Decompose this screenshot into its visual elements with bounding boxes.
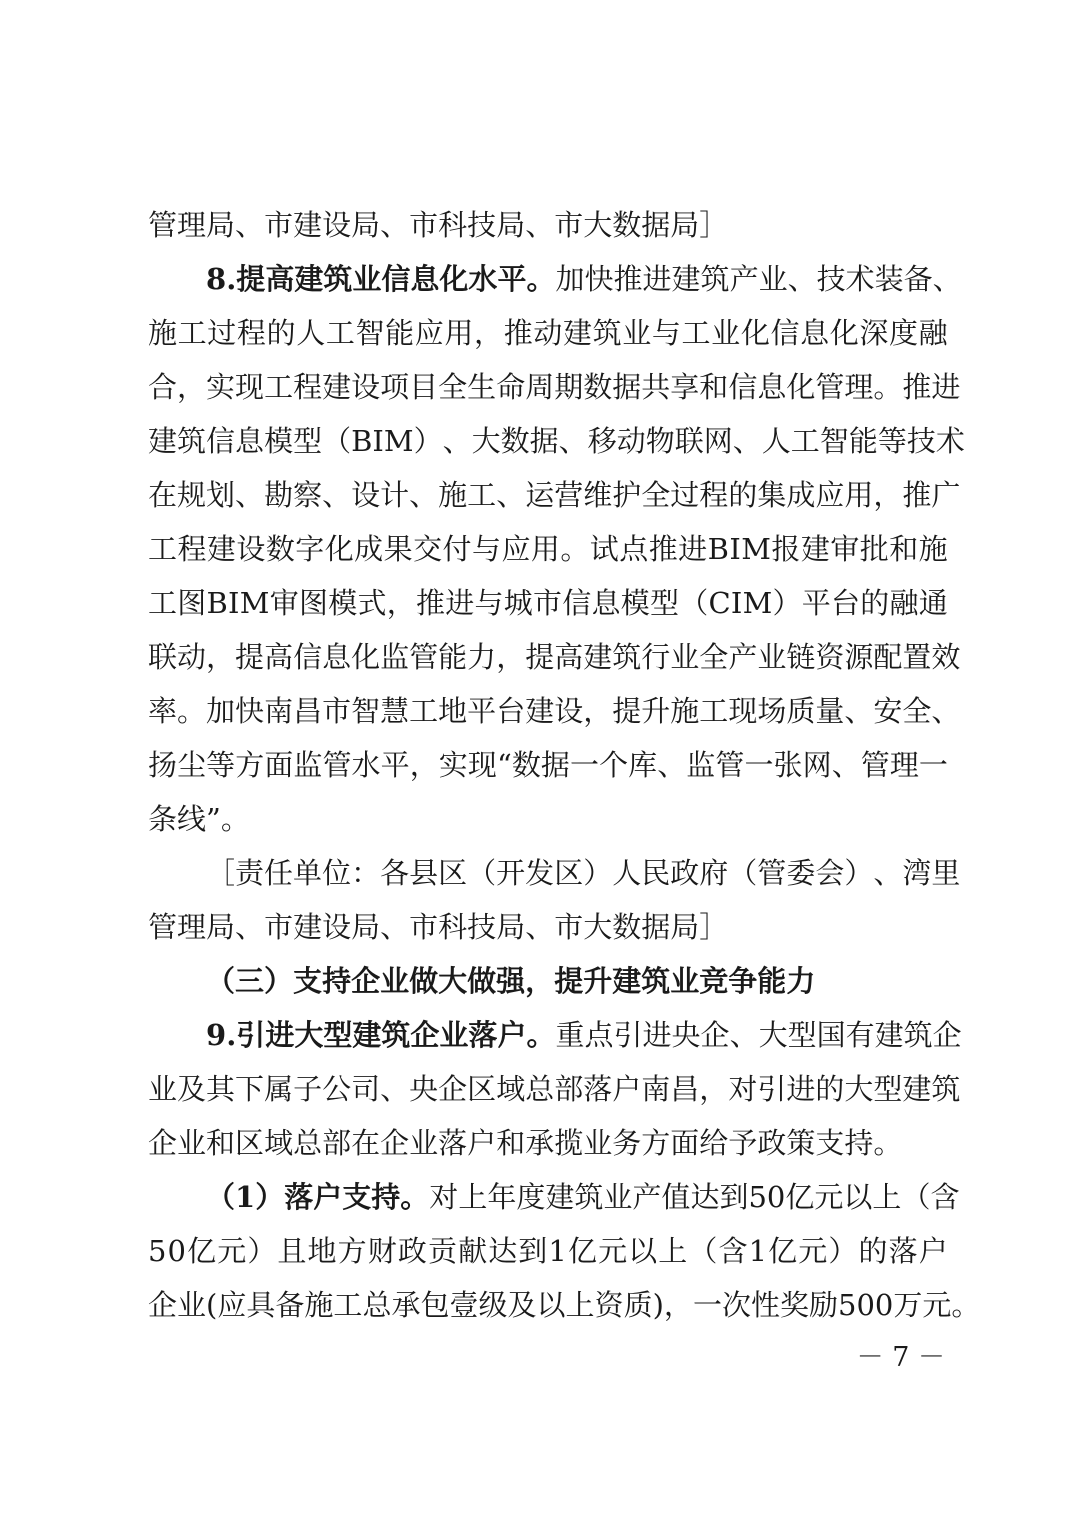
text-line: 工 图 B I M 审 图 模 式 ， 推 进 与 城 市 信 息 模 型 （ C I M ） 平 台 的 融 通 xyxy=(148,586,948,620)
text-line: ［ 责 任 单 位 ： 各 县 区 （ 开 发 区 ） 人 民 政 府 （ 管 委 会 ） 、 湾 里 xyxy=(206,856,961,890)
text-line: （ 1 ） 落 户 支 持 。 对 上 年 度 建 筑 业 产 值 达 到 5 0 亿 元 以 上 （ 含 xyxy=(206,1180,960,1214)
text-line: 扬 尘 等 方 面 监 管 水 平 ， 实 现 “ 数 据 一 个 库 、 监 管 一 张 网 、 管 理 一 xyxy=(148,748,948,782)
text-line: 工 程 建 设 数 字 化 成 果 交 付 与 应 用 。 试 点 推 进 B I M 报 建 审 批 和 施 xyxy=(148,532,948,566)
text-line: 在 规 划 、 勘 察 、 设 计 、 施 工 、 运 营 维 护 全 过 程 的 集 成 应 用 ， 推 广 xyxy=(148,478,961,512)
paragraph-p4 xyxy=(148,1008,962,1170)
text-line: 联 动 ， 提 高 信 息 化 监 管 能 力 ， 提 高 建 筑 行 业 全 产 业 链 资 源 配 置 效 xyxy=(148,640,961,674)
text-line: 企 业 ( 应 具 备 施 工 总 承 包 壹 级 及 以 上 资 质 ) ， 一 次 性 奖 励 5 0 0 万 元 。 xyxy=(148,1288,981,1322)
text-line: （ 三 ） 支 持 企 业 做 大 做 强 ， 提 升 建 筑 业 竞 争 能 力 xyxy=(206,964,816,998)
text-line: 企 业 和 区 域 总 部 在 企 业 落 户 和 承 揽 业 务 方 面 给 予 政 策 支 持 。 xyxy=(148,1126,903,1160)
text-line: 合 ， 实 现 工 程 建 设 项 目 全 生 命 周 期 数 据 共 享 和 信 息 化 管 理 。 推 进 xyxy=(148,370,961,404)
text-line: 建 筑 信 息 模 型 （ B I M ） 、 大 数 据 、 移 动 物 联 网 、 人 工 智 能 等 技 术 xyxy=(148,424,965,458)
document-body xyxy=(148,198,981,1332)
text-line: 5 0 亿 元 ） 且 地 方 财 政 贡 献 达 到 1 亿 元 以 上 （ 含 1 亿 元 ） 的 落 户 xyxy=(148,1234,948,1268)
text-line: 管 理 局 、 市 建 设 局 、 市 科 技 局 、 市 大 数 据 局 ］ xyxy=(148,910,729,944)
page-number: － 7 － xyxy=(856,1342,945,1373)
text-line: 条 线 ” 。 xyxy=(148,802,250,836)
paragraph-p3 xyxy=(148,954,948,1008)
text-line: 施 工 过 程 的 人 工 智 能 应 用 ， 推 动 建 筑 业 与 工 业 化 信 息 化 深 度 融 xyxy=(148,316,948,350)
text-line: 8 . 提 高 建 筑 业 信 息 化 水 平 。 加 快 推 进 建 筑 产 业 、 技 术 装 备 、 xyxy=(206,262,962,296)
paragraph-p1 xyxy=(148,252,965,846)
paragraph-p2 xyxy=(148,846,961,954)
text-line: 率 。 加 快 南 昌 市 智 慧 工 地 平 台 建 设 ， 提 升 施 工 现 场 质 量 、 安 全 、 xyxy=(148,694,961,728)
paragraph-p0 xyxy=(148,198,948,252)
text-line: 管 理 局 、 市 建 设 局 、 市 科 技 局 、 市 大 数 据 局 ］ xyxy=(148,208,729,242)
paragraph-p5 xyxy=(148,1170,981,1332)
text-line: 9 . 引 进 大 型 建 筑 企 业 落 户 。 重 点 引 进 央 企 、 大 型 国 有 建 筑 企 xyxy=(206,1018,962,1052)
text-line: 业 及 其 下 属 子 公 司 、 央 企 区 域 总 部 落 户 南 昌 ， 对 引 进 的 大 型 建 筑 xyxy=(148,1072,961,1106)
